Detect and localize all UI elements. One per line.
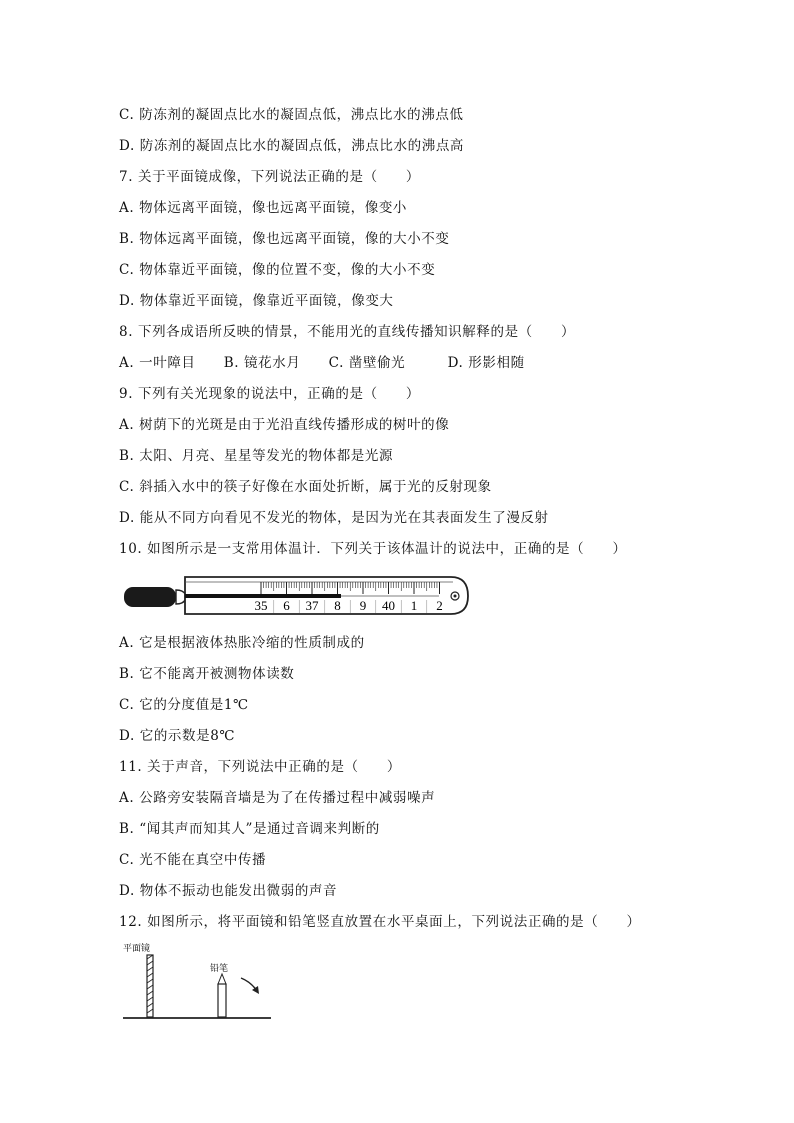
text-line: A. 物体远离平面镜，像也远离平面镜，像变小 <box>119 200 408 216</box>
text-line: A. 公路旁安装隔音墙是为了在传播过程中减弱噪声 <box>119 790 436 806</box>
thermometer-scale-label: 8 <box>334 598 341 613</box>
text-line: A. 树荫下的光斑是由于光沿直线传播形成的树叶的像 <box>119 417 450 433</box>
pencil <box>218 974 226 1017</box>
mirror-label: 平面镜 <box>123 944 151 954</box>
thermometer-scale-label: 9 <box>359 598 367 613</box>
thermometer-scale-label: 37 <box>305 598 319 613</box>
thermometer-scale-label: 2 <box>436 598 443 613</box>
text-line: 11. 关于声音，下列说法中正确的是（ ） <box>119 759 401 775</box>
thermometer-bulb <box>124 587 176 607</box>
text-line: C. 它的分度值是1℃ <box>119 697 249 713</box>
thermometer-scale-label: 1 <box>410 598 418 613</box>
text-line: D. 它的示数是8℃ <box>119 728 236 744</box>
text-line: A. 一叶障目 B. 镜花水月 C. 凿壁偷光 D. 形影相随 <box>119 355 525 371</box>
text-line: D. 防冻剂的凝固点比水的凝固点低，沸点比水的沸点高 <box>119 138 465 154</box>
thermometer-scale-label: 35 <box>254 598 268 613</box>
text-line: C. 防冻剂的凝固点比水的凝固点低，沸点比水的沸点低 <box>119 107 464 123</box>
thermometer-figure <box>121 572 473 618</box>
thermometer-scale-label: 40 <box>382 598 395 613</box>
text-line: 10. 如图所示是一支常用体温计．下列关于该体温计的说法中，正确的是（ ） <box>119 541 627 557</box>
text-line: B. 物体远离平面镜，像也远离平面镜，像的大小不变 <box>119 231 450 247</box>
text-line: C. 光不能在真空中传播 <box>119 852 267 868</box>
pencil-label: 铅笔 <box>210 964 229 974</box>
text-line: D. 能从不同方向看见不发光的物体，是因为光在其表面发生了漫反射 <box>119 510 549 526</box>
rotation-arrow-icon <box>241 978 259 994</box>
text-line: D. 物体靠近平面镜，像靠近平面镜，像变大 <box>119 293 394 309</box>
text-line: D. 物体不振动也能发出微弱的声音 <box>119 883 338 899</box>
text-line: C. 斜插入水中的筷子好像在水面处折断，属于光的反射现象 <box>119 479 492 495</box>
text-line: 7. 关于平面镜成像，下列说法正确的是（ ） <box>119 169 420 185</box>
text-line: B. “闻其声而知其人”是通过音调来判断的 <box>119 821 380 837</box>
text-line: B. 太阳、月亮、星星等发光的物体都是光源 <box>119 448 394 464</box>
text-line: 8. 下列各成语所反映的情景，不能用光的直线传播知识解释的是（ ） <box>119 324 576 340</box>
text-line: 12. 如图所示，将平面镜和铅笔竖直放置在水平桌面上，下列说法正确的是（ ） <box>119 914 641 930</box>
plane-mirror <box>147 955 153 1017</box>
text-line: C. 物体靠近平面镜，像的位置不变，像的大小不变 <box>119 262 436 278</box>
text-line: 9. 下列有关光现象的说法中，正确的是（ ） <box>119 386 420 402</box>
text-line: B. 它不能离开被测物体读数 <box>119 666 295 682</box>
text-line: A. 它是根据液体热胀冷缩的性质制成的 <box>119 635 365 651</box>
thermometer-scale-label: 6 <box>283 598 290 613</box>
mirror-pencil-figure <box>121 940 273 1022</box>
